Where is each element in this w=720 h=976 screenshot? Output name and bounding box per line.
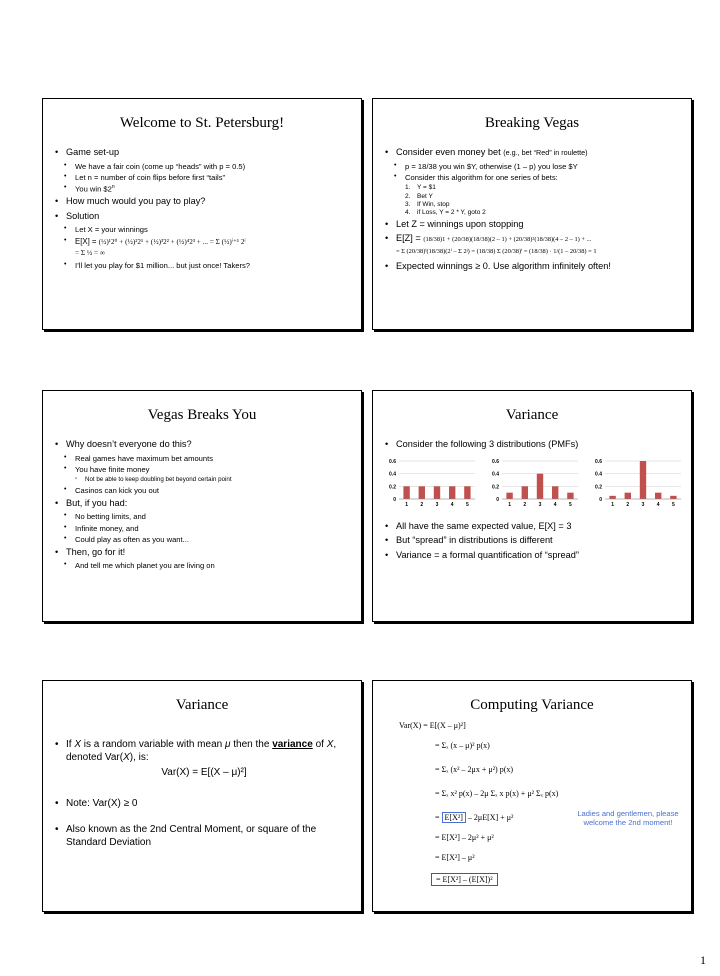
x-tick-label: 5 — [672, 501, 675, 508]
y-tick-label: 0.6 — [595, 458, 602, 465]
x-tick-label: 1 — [405, 501, 408, 508]
bar — [552, 486, 558, 499]
bar — [464, 486, 470, 499]
bullet: • Let Z = winnings upon stopping — [383, 219, 685, 231]
bar — [419, 486, 425, 499]
x-tick-label: 1 — [508, 501, 511, 508]
bar — [434, 486, 440, 499]
pmf-chart-3 — [589, 457, 685, 511]
equation: (18/38)1 + (20/38)(18/38)(2 – 1) + (20/38)²(18/38)(4 – 2 – 1) + ... — [423, 236, 592, 244]
equation-line: Var(X) = E[(X – μ)²] — [399, 721, 466, 730]
bullet: • Consider the following 3 distributions (PMFs) — [383, 439, 685, 451]
slide-title: Welcome to St. Petersburg! — [119, 115, 285, 131]
bar — [449, 486, 455, 499]
x-tick-label: 5 — [569, 501, 572, 508]
y-tick-label: 0.6 — [492, 458, 499, 465]
bar — [655, 492, 661, 498]
step-text: Y = $1 — [417, 184, 436, 192]
sub-bullet: • Casinos can kick you out — [53, 486, 355, 495]
step: 2. Bet Y — [405, 192, 433, 200]
equation-line: = Σₓ (x² – 2μx + μ²) p(x) — [435, 765, 514, 774]
slide-breaking-vegas — [372, 98, 692, 330]
x-tick-label: 2 — [420, 501, 424, 508]
x-tick-label: 2 — [523, 501, 527, 508]
bar — [537, 473, 543, 498]
page-number: 1 — [700, 953, 706, 967]
sub-bullet: • We have a fair coin (come up “heads” with p = 0.5) — [53, 162, 355, 171]
pmf-charts — [383, 457, 685, 511]
bar — [625, 492, 631, 498]
equation-rest: – 2μE[X] + μ² — [467, 813, 514, 822]
x-tick-label: 4 — [656, 501, 660, 508]
bullet: • Then, go for it! — [53, 547, 355, 559]
equation: = Σ ½ = ∞ — [75, 248, 105, 257]
text: is a random variable with mean — [83, 739, 223, 750]
text: of — [315, 739, 324, 750]
x-tick-label: 3 — [641, 501, 645, 508]
text: then the — [233, 739, 270, 750]
y-tick-label: 0 — [393, 496, 396, 503]
equation-line: = E[X²] – μ² — [435, 853, 475, 862]
mu-symbol: μ — [224, 739, 231, 750]
text: ), is: — [129, 751, 149, 763]
slide-title: Variance — [505, 407, 559, 423]
bullet: • Also known as the 2nd Central Moment, or square of the Standard Deviation — [53, 824, 355, 849]
sub-bullet: • Let n = number of coin flips before first “tails” — [53, 173, 355, 182]
slide-title: Variance — [175, 697, 229, 713]
ex-label: E[X] = — [75, 236, 97, 246]
bar — [522, 486, 528, 499]
step-text: If Win, stop — [417, 200, 450, 208]
bar — [670, 495, 676, 498]
sub-bullet: • Consider this algorithm for one series of bets: — [383, 173, 685, 182]
sub-bullet: • Infinite money, and — [53, 524, 355, 533]
slide-vegas-breaks-you — [42, 390, 362, 622]
bullet: • How much would you pay to play? — [53, 196, 355, 208]
slide-variance-pmfs — [372, 390, 692, 622]
bar — [403, 486, 409, 499]
slide-title: Breaking Vegas — [484, 115, 580, 131]
sub-bullet: • Real games have maximum bet amounts — [53, 454, 355, 463]
x-tick-label: 4 — [450, 501, 454, 508]
bullet — [53, 739, 355, 764]
var-x: X — [74, 739, 82, 750]
step: 3. If Win, stop — [405, 200, 450, 208]
x-tick-label: 4 — [553, 501, 557, 508]
second-moment-box: E[X²] — [442, 812, 466, 823]
equation-line: = E[X²] – 2μ² + μ² — [435, 833, 494, 842]
sub-bullet — [53, 237, 355, 247]
text: If — [66, 739, 72, 750]
bar — [506, 492, 512, 498]
step: 1. Y = $1 — [405, 184, 436, 192]
sub-bullet: • No betting limits, and — [53, 512, 355, 521]
text-small: (e.g., bet “Red” in roulette) — [503, 148, 588, 157]
sub-bullet: • And tell me which planet you are living on — [53, 561, 355, 570]
sub-bullet: • Let X = your winnings — [53, 225, 355, 234]
x-tick-label: 5 — [466, 501, 469, 508]
sub-bullet: • Could play as often as you want... — [53, 535, 355, 544]
bullet — [383, 147, 685, 159]
y-tick-label: 0.2 — [595, 483, 602, 490]
x-tick-label: 1 — [611, 501, 614, 508]
slide-title: Computing Variance — [470, 697, 594, 713]
bar — [640, 461, 646, 499]
bullet: • Note: Var(X) ≥ 0 — [53, 798, 355, 811]
sub-bullet: • You have finite money — [53, 465, 355, 474]
pmf-chart-1 — [383, 457, 479, 511]
bullet: • But, if you had: — [53, 498, 355, 510]
final-result-box: = E[X²] – (E[X])² — [431, 873, 498, 886]
bullet: • Variance = a formal quantification of “spread” — [383, 550, 685, 562]
y-tick-label: 0.4 — [595, 471, 602, 478]
second-moment-note: Ladies and gentlemen, please welcome the 2nd moment! — [577, 809, 679, 827]
step-text: if Loss, Y = 2 * Y, goto 2 — [417, 208, 486, 216]
y-tick-label: 0.4 — [492, 471, 499, 478]
bullet: • Why doesn’t everyone do this? — [53, 439, 355, 451]
bullet: • Solution — [53, 211, 355, 223]
bar — [609, 495, 615, 498]
variance-formula: Var(X) = E[(X – μ)²] — [161, 767, 247, 778]
bullet: • Expected winnings ≥ 0. Use algorithm infinitely often! — [383, 261, 685, 273]
variance-term: variance — [272, 739, 313, 750]
bullet: • Game set-up — [53, 147, 355, 159]
slide-st-petersburg — [42, 98, 362, 330]
var-x: X — [326, 739, 334, 750]
pmf-chart-2 — [486, 457, 582, 511]
x-tick-label: 3 — [538, 501, 542, 508]
sub-bullet — [53, 184, 355, 194]
step-text: Bet Y — [417, 192, 433, 200]
slide-variance-definition — [42, 680, 362, 912]
bullet: • But “spread” in distributions is different — [383, 535, 685, 547]
sub-sub-bullet: ▫ Not be able to keep doubling bet beyond certain point — [53, 476, 355, 484]
x-tick-label: 2 — [626, 501, 630, 508]
equation-line: = Σₓ (x – μ)² p(x) — [435, 741, 490, 750]
y-tick-label: 0 — [496, 496, 499, 503]
var-x: X — [123, 751, 130, 763]
equation-line: = Σₓ x² p(x) – 2μ Σₓ x p(x) + μ² Σₓ p(x) — [435, 789, 559, 798]
sub-bullet: • p = 18/38 you win $Y, otherwise (1 – p) you lose $Y — [383, 162, 685, 171]
y-tick-label: 0.6 — [389, 458, 396, 465]
text: Consider even money bet — [396, 147, 501, 157]
y-tick-label: 0 — [599, 496, 602, 503]
sub-bullet: • I’ll let you play for $1 million... but just once! Takers? — [53, 261, 355, 270]
y-tick-label: 0.2 — [389, 483, 396, 490]
y-tick-label: 0.2 — [492, 483, 499, 490]
text: , denoted Var( — [66, 739, 337, 763]
slide-title: Vegas Breaks You — [147, 407, 257, 423]
y-tick-label: 0.4 — [389, 471, 396, 478]
ez-label: E[Z] = — [396, 233, 421, 244]
equation: = Σ (20/38)ⁱ(18/38)(2ⁱ – Σ 2ʲ) = (18/38) Σ (20/38)ⁱ = (18/38) · 1/(1 – 20/38) = 1 — [396, 247, 597, 255]
text: You win $2 — [75, 185, 112, 194]
slide-computing-variance — [372, 680, 692, 912]
superscript: n — [111, 184, 115, 191]
bullet: • All have the same expected value, E[X] = 3 — [383, 521, 685, 533]
equation-line: = E[X²] – 2μE[X] + μ² — [435, 813, 514, 822]
bullet — [383, 233, 685, 245]
x-tick-label: 3 — [435, 501, 439, 508]
equation: (½)¹2⁰ + (½)²2¹ + (½)³2² + (½)⁴2³ + ... = Σ (½)ⁱ⁺¹ 2ⁱ — [98, 237, 246, 246]
bar — [567, 492, 573, 498]
step: 4. if Loss, Y = 2 * Y, goto 2 — [405, 208, 486, 216]
